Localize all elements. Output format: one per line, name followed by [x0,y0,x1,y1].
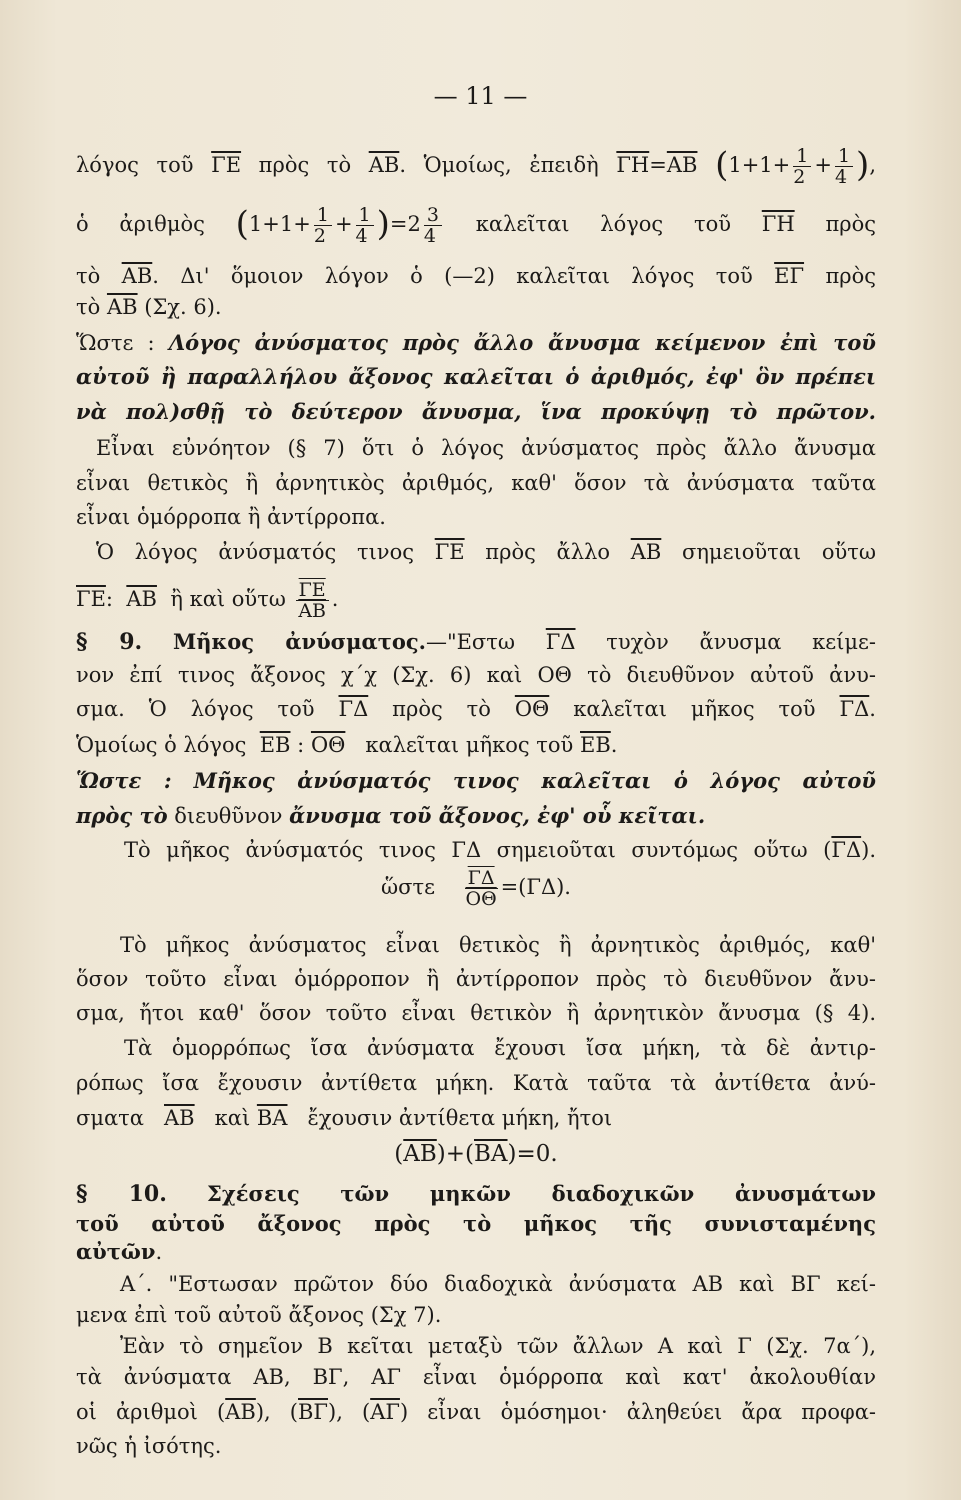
vector-gd: $\overline{\Gamma\Delta}$ [831,838,862,862]
text-line-10: εἶναι ὁμόρροπα ἢ ἀντίρροπα. [76,505,386,529]
vector-ab: $\overline{AB}$ [630,540,662,564]
vector-gh: $\overline{\Gamma H}$ [616,153,650,177]
text-line-9: εἶναι θετικὸς ἢ ἀρνητικὸς ἀριθμός, καθ' ὅσον τὰ ἀνύσματα ταῦτα [76,471,876,495]
vector-ab: $\overline{AB}$ [126,587,157,611]
vector-ge: $\overline{\Gamma E}$ [434,540,465,564]
text-line-4: τὸ $\overline{AB}$ (Σχ. 6). [76,295,222,319]
vector-ab: $\overline{AB}$ [666,153,698,177]
text-line-8: Εἶναι εὐνόητον (§ 7) ὅτι ὁ λόγος ἀνύσματος πρὸς ἄλλο ἄνυσμα [96,436,876,460]
vector-ab: $\overline{AB}$ [106,295,138,319]
text-line-12: $\overline{\Gamma E}$: $\overline{AB}$ ἢ καὶ οὕτω $\frac{\overline{\Gamma E}}{AB}$ . [76,579,339,622]
vector-ge: $\overline{\Gamma E}$ [76,587,106,611]
section-9-heading: § 9. Μῆκος ἀνύσματος.—"Εστω $\overline{\Gamma\Delta}$ τυχὸν ἄνυσμα κείμε- [76,629,876,655]
definition-ratio: Ὥστε : Λόγος ἀνύσματος πρὸς ἄλλο ἄνυσμα κείμενον ἐπὶ τοῦ [76,330,876,355]
vector-gd: $\overline{\Gamma\Delta}$ [545,630,576,654]
vector-ge: $\overline{\Gamma E}$ [211,153,242,177]
vector-gd: $\overline{\Gamma\Delta}$ [839,697,870,721]
text-line-16: Ὁμοίως ὁ λόγος $\overline{EB}$ : $\overline{O\Theta}$ καλεῖται μῆκος τοῦ $\overline{EB}$. [76,733,618,757]
section-10-heading: § 10. Σχέσεις τῶν μηκῶν διαδοχικῶν ἀνυσμάτων [76,1181,876,1207]
vector-ot: $\overline{O\Theta}$ [514,697,550,721]
text-line-11: Ὁ λόγος ἀνύσματός τινος $\overline{\Gamma E}$ πρὸς ἄλλο $\overline{AB}$ σημειοῦται οὕτω [96,540,876,564]
text-line-36: νῶς ἡ ἰσότης. [76,1434,222,1458]
text-line-15: σμα. Ὁ λόγος τοῦ $\overline{\Gamma\Delta}$ πρὸς τὸ $\overline{O\Theta}$ καλεῖται μῆκος τοῦ $\overline{\Gamma\Delta}$. [76,697,876,721]
fraction: $\frac{1}{4}$ [835,146,853,187]
text-line-1: λόγος τοῦ $\overline{\Gamma E}$ πρὸς τὸ $\overline{AB}$. Ὁμοίως, ἐπειδὴ $\overline{\Gamma H}=\overline{AB}$ (1+1+ $\frac{1}{2}$ + $\frac{1}{4}$ ), [76,145,876,188]
text-line-26: σματα $\overline{AB}$ καὶ $\overline{BA}$ ἔχουσιν ἀντίθετα μήκη, ἤτοι [76,1106,613,1130]
fraction: $\frac{1}{2}$ [793,146,811,187]
vector-ab: $\overline{AB}$ [121,264,153,288]
fraction: $\frac{1}{4}$ [356,205,374,246]
text-line-32: μενα ἐπὶ τοῦ αὐτοῦ ἄξονος (Σχ 7). [76,1303,442,1327]
text-line-35: οἱ ἀριθμοὶ $(\overline{AB})$, $(\overline{B\Gamma})$, $(\overline{A\Gamma})$ εἶναι ὁμόσημοι· ἀληθεύει ἄρα προφα- [76,1400,876,1424]
section-10-heading-end: αὐτῶν. [76,1239,163,1264]
text-line-23: σμα, ἤτοι καθ' ὅσον τοῦτο εἶναι θετικὸν ἢ ἀρνητικὸν ἄνυσμα (§ 4). [76,1001,876,1025]
text-line-2: ὁ ἀριθμὸς (1+1+ $\frac{1}{2}$ + $\frac{1}{4}$ )=2 $\frac{3}{4}$ καλεῖται λόγος τοῦ $\overline{\Gamma H}$ πρὸς [76,204,876,247]
text-line-6: αὐτοῦ ἢ παραλλήλου ἄξονος καλεῖται ὁ ἀριθμός, ἐφ' ὃν πρέπει [76,364,876,389]
text-line-14: νον ἐπί τινος ἄξονος χ΄χ (Σχ. 6) καὶ ΟΘ τὸ διευθῦνον αὐτοῦ ἀνυ- [76,663,876,687]
text-line-7: νὰ πολ)σθῇ τὸ δεύτερον ἄνυσμα, ἵνα προκύψῃ τὸ πρῶτον. [76,399,876,424]
vector-eb: $\overline{EB}$ [259,733,291,757]
vector-ba: $\overline{BA}$ [256,1106,288,1130]
length-formula: ὥστε $\frac{\overline{\Gamma\Delta}}{O\Theta}$ =(ΓΔ). [381,867,571,910]
text-line-3: τὸ $\overline{AB}$. Δι' ὅμοιον λόγον ὁ (—2) καλεῖται λόγος τοῦ $\overline{E\Gamma}$ πρὸς [76,264,876,288]
fraction: $\frac{3}{4}$ [424,205,442,246]
ratio-fraction: $\frac{\overline{\Gamma E}}{AB}$ [296,580,329,621]
text-line-31: Α΄. "Εστωσαν πρῶτον δύο διαδοχικὰ ἀνύσματα ΑΒ καὶ ΒΓ κεί- [120,1272,876,1296]
vector-eb: $\overline{EB}$ [580,733,611,757]
section-10-heading-cont: τοῦ αὐτοῦ ἄξονος πρὸς τὸ μῆκος τῆς συνισταμένης [76,1211,876,1236]
definition-length: Ὥστε : Μῆκος ἀνύσματός τινος καλεῖται ὁ λόγος αὐτοῦ [76,768,876,793]
vector-ab: $\overline{AB}$ [164,1106,195,1130]
text-line-22: ὅσον τοῦτο εἶναι ὁμόρροπον ἢ ἀντίρροπον πρὸς τὸ διευθῦνον ἄνυ- [76,967,876,991]
vector-ot: $\overline{O\Theta}$ [310,733,346,757]
vector-ab: $\overline{AB}$ [368,153,400,177]
text-line-34: τὰ ἀνύσματα ΑΒ, ΒΓ, ΑΓ εἶναι ὁμόρροπα καὶ κατ' ἀκολουθίαν [76,1365,876,1389]
fraction: $\frac{1}{2}$ [314,205,332,246]
text-line-24: Τὰ ὁμορρόπως ἴσα ἀνύσματα ἔχουσι ἴσα μήκη, τὰ δὲ ἀντιρ- [124,1036,876,1060]
fraction: $\frac{\overline{\Gamma\Delta}}{O\Theta}$ [465,867,497,910]
vector-gd: $\overline{\Gamma\Delta}$ [338,697,369,721]
text-line-25: ρόπως ἴσα ἔχουσιν ἀντίθετα μήκη. Κατὰ ταῦτα τὰ ἀντίθετα ἀνύ- [76,1071,876,1095]
text-line-21: Τὸ μῆκος ἀνύσματος εἶναι θετικὸς ἢ ἀρνητικὸς ἀριθμός, καθ' [120,933,876,957]
text-line-19: Τὸ μῆκος ἀνύσματός τινος ΓΔ σημειοῦται συντόμως οὕτω $(\overline{\Gamma\Delta})$. [124,838,876,862]
page-number: — 11 — [433,82,528,110]
text-line-33: Ἐὰν τὸ σημεῖον Β κεῖται μεταξὺ τῶν ἄλλων Α καὶ Γ (Σχ. 7α΄), [120,1334,876,1358]
vector-gh: $\overline{\Gamma H}$ [761,212,795,236]
opposite-lengths-equation: $(\overline{AB})+(\overline{BA})=0$. [394,1141,558,1167]
text-line-18: πρὸς τὸ διευθῦνον ἄνυσμα τοῦ ἄξονος, ἐφ' οὗ κεῖται. [76,803,706,828]
vector-eg: $\overline{E\Gamma}$ [774,264,805,288]
